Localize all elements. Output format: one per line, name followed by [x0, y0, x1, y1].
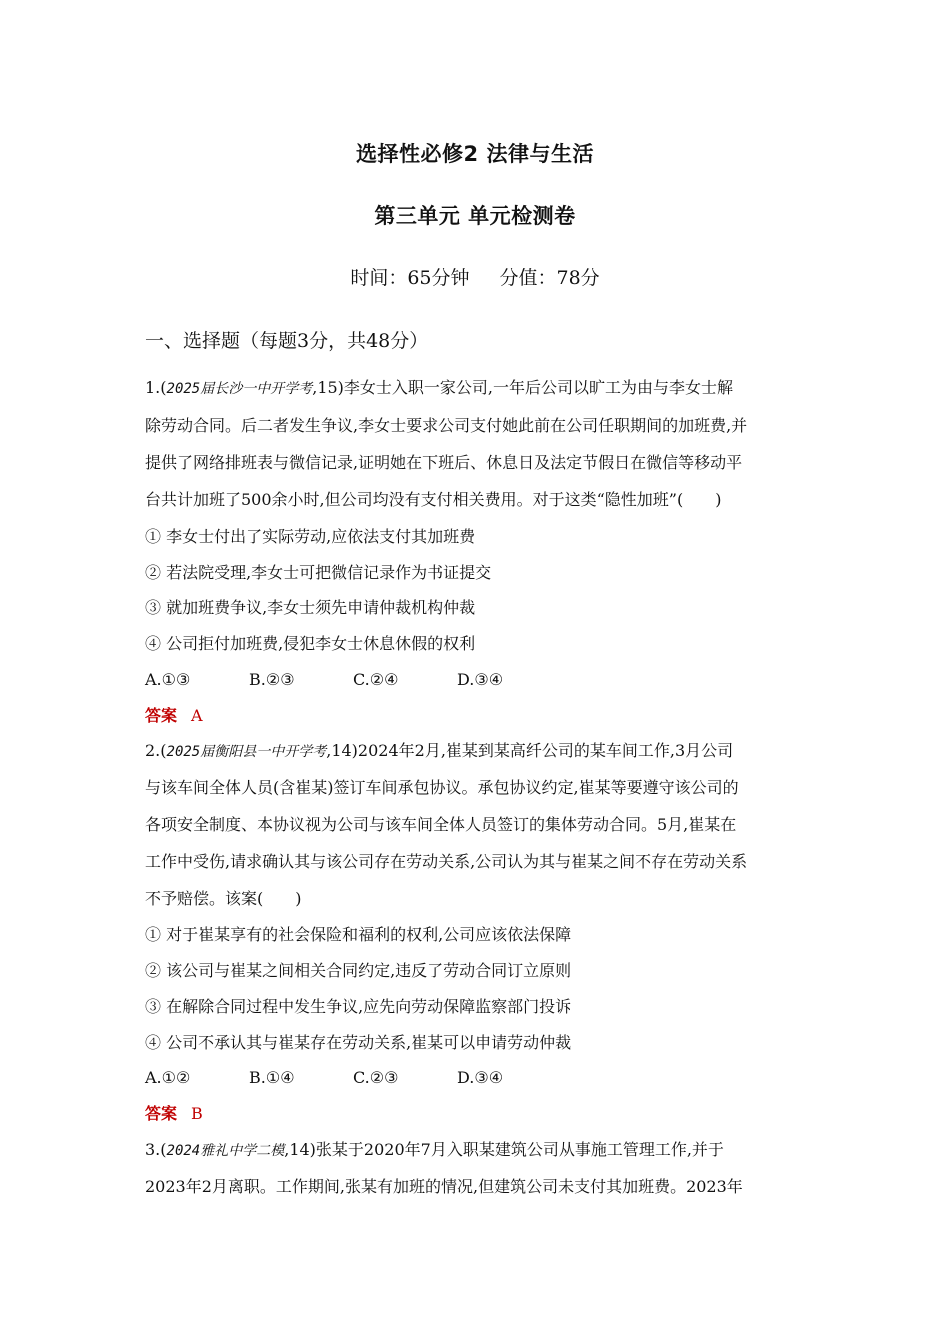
question-2-answer: 答案 B	[145, 1104, 203, 1123]
answer-value: A	[191, 706, 203, 725]
question-3-stem-line: 2023年2月离职。工作期间,张某有加班的情况,但建筑公司未支付其加班费。2023年	[145, 1177, 743, 1196]
question-2-item: ④ 公司不承认其与崔某存在劳动关系,崔某可以申请劳动仲裁	[145, 1033, 572, 1052]
question-2-stem-line: 各项安全制度、本协议视为公司与该车间全体人员签订的集体劳动合同。5月,崔某在	[145, 815, 737, 834]
option-b[interactable]: B.①④	[249, 1068, 295, 1087]
question-1-stem-line: 除劳动合同。后二者发生争议,李女士要求公司支付她此前在公司任职期间的加班费,并	[145, 416, 748, 435]
exam-score: 分值：78分	[499, 267, 600, 289]
question-source: 2025届衡阳县一中开学考	[166, 744, 327, 760]
option-b[interactable]: B.②③	[249, 670, 295, 689]
question-2-stem-line: 不予赔偿。该案( )	[145, 889, 302, 908]
question-1-stem-line: 台共计加班了500余小时,但公司均没有支付相关费用。对于这类“隐性加班”( )	[145, 490, 722, 509]
question-1-item: ① 李女士付出了实际劳动,应依法支付其加班费	[145, 527, 476, 546]
question-1-stem-line: 提供了网络排班表与微信记录,证明她在下班后、休息日及法定节假日在微信等移动平	[145, 453, 743, 472]
exam-meta	[0, 263, 950, 290]
question-source: 2024雅礼中学二模	[166, 1143, 285, 1159]
question-2-stem-line: 工作中受伤,请求确认其与该公司存在劳动关系,公司认为其与崔某之间不存在劳动关系	[145, 852, 748, 871]
option-d[interactable]: D.③④	[457, 670, 504, 689]
question-1-answer: 答案 A	[145, 706, 203, 725]
question-1-item: ③ 就加班费争议,李女士须先申请仲裁机构仲裁	[145, 598, 476, 617]
document-title: 选择性必修2 法律与生活	[356, 142, 594, 166]
document-subtitle: 第三单元 单元检测卷	[374, 204, 576, 228]
question-1-item: ④ 公司拒付加班费,侵犯李女士休息休假的权利	[145, 634, 476, 653]
option-a[interactable]: A.①③	[145, 670, 191, 689]
question-2-item: ① 对于崔某享有的社会保险和福利的权利,公司应该依法保障	[145, 925, 572, 944]
question-2-item: ③ 在解除合同过程中发生争议,应先向劳动保障监察部门投诉	[145, 997, 572, 1016]
option-d[interactable]: D.③④	[457, 1068, 504, 1087]
question-1-options	[145, 668, 810, 692]
option-a[interactable]: A.①②	[145, 1068, 191, 1087]
question-2-stem-line: 与该车间全体人员(含崔某)签订车间承包协议。承包协议约定,崔某等要遵守该公司的	[145, 778, 739, 797]
question-1-item: ② 若法院受理,李女士可把微信记录作为书证提交	[145, 563, 492, 582]
question-source: 2025届长沙一中开学考	[166, 381, 313, 397]
answer-value: B	[191, 1104, 203, 1123]
option-c[interactable]: C.②④	[353, 670, 399, 689]
question-2-stem: 2.(2025届衡阳县一中开学考,14)2024年2月,崔某到某高纤公司的某车间工作,3月公司	[145, 741, 734, 760]
question-2-item: ② 该公司与崔某之间相关合同约定,违反了劳动合同订立原则	[145, 961, 572, 980]
question-2-options	[145, 1066, 810, 1090]
question-3-stem: 3.(2024雅礼中学二模,14)张某于2020年7月入职某建筑公司从事施工管理工作,并于	[145, 1140, 724, 1159]
exam-time: 时间：65分钟	[350, 267, 470, 289]
question-1-stem: 1.(2025届长沙一中开学考,15)李女士入职一家公司,一年后公司以旷工为由与李女士解	[145, 378, 734, 397]
section-heading: 一、选择题（每题3分，共48分）	[145, 330, 429, 352]
option-c[interactable]: C.②③	[353, 1068, 399, 1087]
